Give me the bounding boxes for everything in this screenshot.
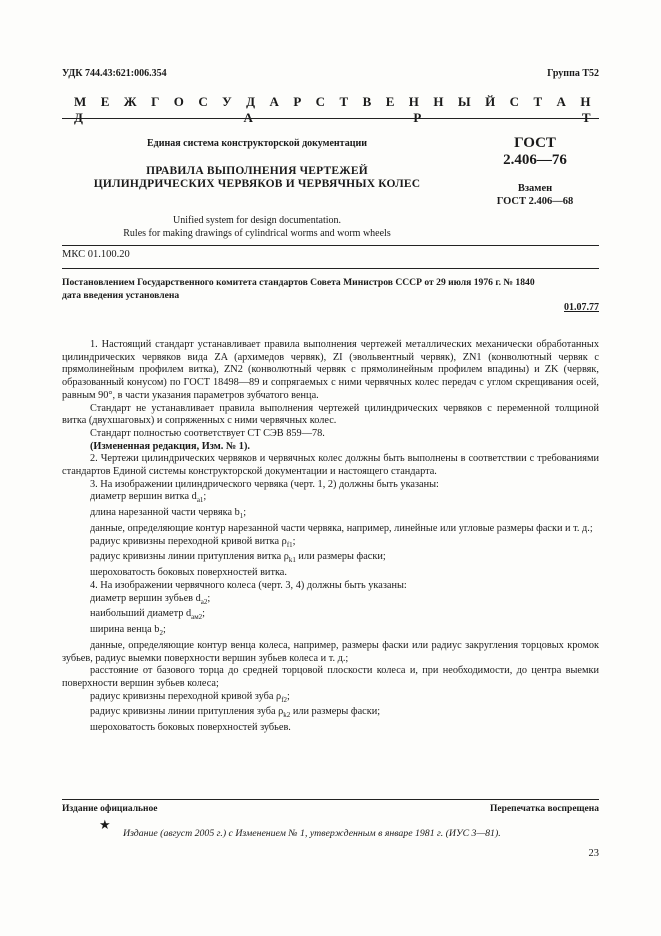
page-number: 23 bbox=[588, 848, 599, 859]
wheel-item-6: радиус кривизны переходной кривой зуба $\rho_{f2}$; bbox=[90, 690, 290, 704]
title-line-1: ПРАВИЛА ВЫПОЛНЕНИЯ ЧЕРТЕЖЕЙ bbox=[146, 165, 368, 177]
divider-top bbox=[62, 118, 599, 119]
decree-block bbox=[62, 277, 599, 302]
paragraph-2: Стандарт не устанавливает правила выполнения чертежей цилиндрических червяков с переменной толщиной витка (двухшаговых) и сопряженных с ними червячных колес. bbox=[62, 402, 599, 427]
divider-mid bbox=[62, 245, 599, 246]
english-line-1: Unified system for design documentation. bbox=[172, 215, 342, 226]
reprint-prohibited-label: Перепечатка воспрещена bbox=[489, 804, 599, 814]
standard-banner: М Е Ж Г О С У Д А Р С Т В Е Н Н Ы Й С Т А Н Д А Р Т bbox=[74, 94, 591, 125]
paragraph-7: 4. На изображении червячного колеса (черт. 3, 4) должны быть указаны: bbox=[90, 579, 407, 591]
worm-item-6: шероховатость боковых поверхностей витка. bbox=[90, 567, 287, 579]
title-line-2: ЦИЛИНДРИЧЕСКИХ ЧЕРВЯКОВ И ЧЕРВЯЧНЫХ КОЛЕС bbox=[93, 178, 421, 190]
decree-line-2: дата введения установлена bbox=[62, 289, 180, 301]
group-code: Группа Т52 bbox=[547, 68, 599, 79]
introduction-date: 01.07.77 bbox=[564, 302, 599, 313]
replaces-label: Взамен bbox=[517, 183, 553, 194]
english-title bbox=[62, 215, 452, 240]
worm-item-1: диаметр вершин витка $d_{a1}$; bbox=[90, 491, 207, 505]
paragraph-6: 3. На изображении цилиндрического червяка (черт. 1, 2) должны быть указаны: bbox=[90, 478, 439, 490]
document-title bbox=[62, 165, 452, 191]
english-line-2: Rules for making drawings of cylindrical worms and worm wheels bbox=[123, 227, 391, 239]
gost-label: ГОСТ bbox=[514, 135, 556, 151]
system-name: Единая система конструкторской документации bbox=[147, 138, 367, 149]
star-icon: ★ bbox=[99, 817, 111, 832]
amendment-note: (Измененная редакция, Изм. № 1). bbox=[90, 440, 250, 452]
replaces-number: ГОСТ 2.406—68 bbox=[496, 196, 574, 207]
official-edition-label: Издание официальное bbox=[62, 804, 158, 814]
wheel-item-3: ширина венца $b_2$; bbox=[90, 624, 166, 638]
paragraph-1: 1. Настоящий стандарт устанавливает правила выполнения чертежей металлических механически обработанных цилиндрических червяков вида ZA (архимедов червяк), ZI (эвольвентный червяк), ZN1 (конволютный червяк с прямолинейным профилем витка), ZN2 (конволютный червяк с прямолинейным профилем впадины) и ZK (червяк, образованный конусом) по ГОСТ 18498—89 и сопрягаемых с ними червячных колес передач с углом скрещивания осей, равным 90°, в части указания параметров зубчатого венца. bbox=[62, 339, 599, 401]
paragraph-3: Стандарт полностью соответствует СТ СЭВ 859—78. bbox=[90, 427, 325, 439]
wheel-item-4: данные, определяющие контур венца колеса, например, размеры фаски или радиус закругления торцовых кромок зубьев, радиус выемки поверхности вершин зубьев колеса и т. д.; bbox=[62, 639, 599, 664]
replaces-block bbox=[470, 182, 600, 208]
wheel-item-8: шероховатость боковых поверхностей зубьев. bbox=[90, 722, 291, 734]
udk-code: УДК 744.43:621:006.354 bbox=[62, 68, 167, 79]
wheel-item-5: расстояние от базового торца до средней торцовой плоскости колеса и, при необходимости, до центра выемки поверхности вершин зубьев колеса; bbox=[62, 665, 599, 689]
mks-code: МКС 01.100.20 bbox=[62, 249, 130, 260]
wheel-item-1: диаметр вершин зубьев $d_{a2}$; bbox=[90, 592, 211, 606]
worm-item-4: радиус кривизны переходной кривой витка $\rho_{f1}$; bbox=[90, 535, 296, 549]
edition-note: Издание (август 2005 г.) с Изменением № 1, утвержденным в январе 1981 г. (ИУС 3—81). bbox=[123, 828, 501, 839]
divider-decree bbox=[62, 268, 599, 269]
wheel-item-7: радиус кривизны линии притупления зуба $\rho_{k2}$ или размеры фаски; bbox=[90, 706, 381, 720]
divider-footer bbox=[62, 799, 599, 800]
document-body bbox=[62, 339, 599, 735]
wheel-item-2: наибольший диаметр $d_{aм2}$; bbox=[90, 608, 206, 622]
decree-line-1: Постановлением Государственного комитета стандартов Совета Министров СССР от 29 июля 1976 г. № 1840 bbox=[62, 277, 535, 288]
worm-item-5: радиус кривизны линии притупления витка $\rho_{k1}$ или размеры фаски; bbox=[90, 551, 386, 565]
worm-item-2: длина нарезанной части червяка $b_1$; bbox=[90, 507, 247, 521]
worm-item-3: данные, определяющие контур нарезанной части червяка, например, линейные или угловые размеры фаски и т. д.; bbox=[90, 522, 593, 534]
gost-number: 2.406—76 bbox=[503, 152, 567, 168]
gost-designation bbox=[470, 135, 600, 169]
paragraph-5: 2. Чертежи цилиндрических червяков и червячных колес должны быть выполнены в соответствии с требованиями стандартов Единой системы конструкторской документации и настоящего стандарта. bbox=[62, 453, 599, 478]
